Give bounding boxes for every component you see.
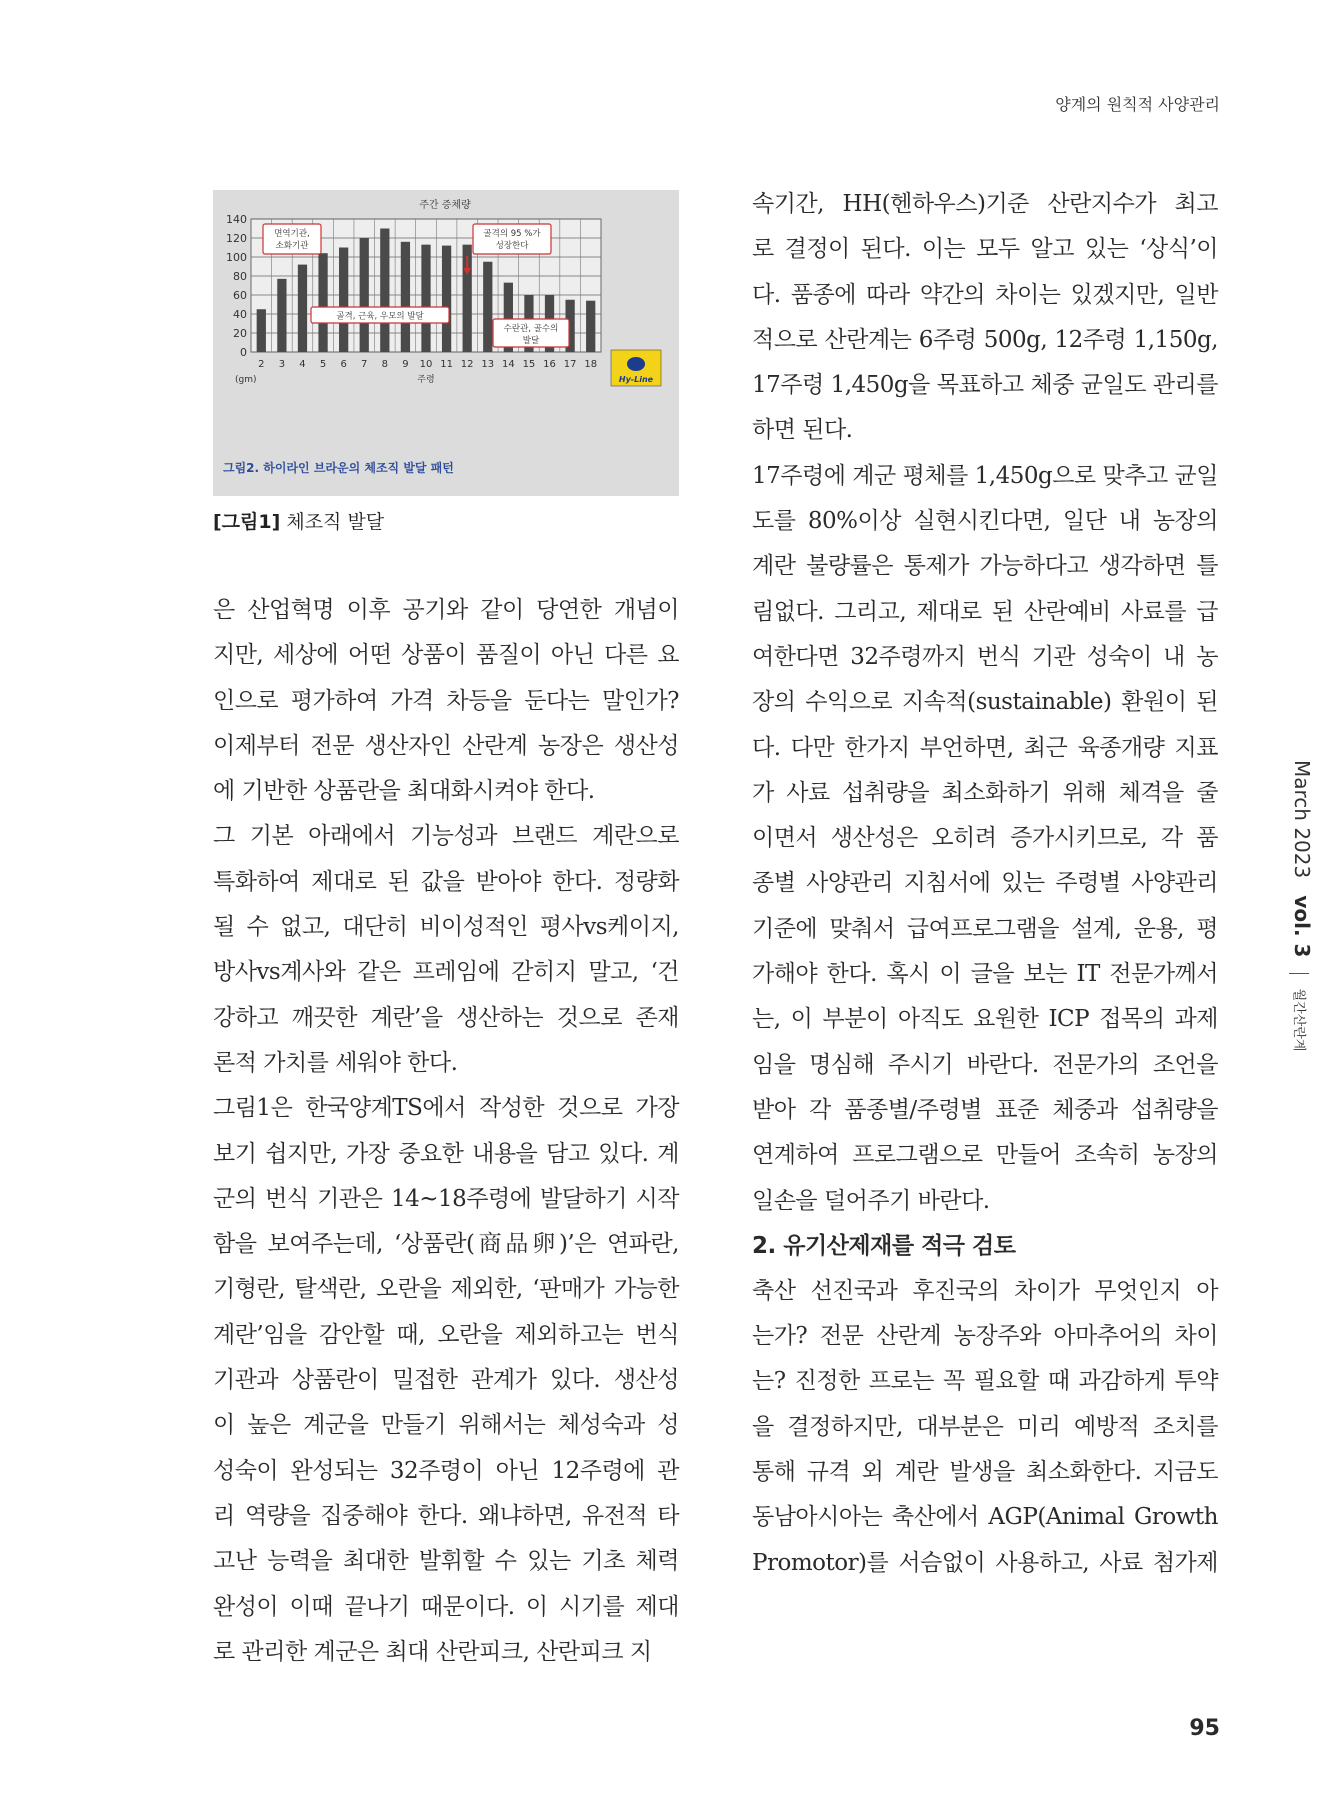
text-line: 함을 보여주는데, ‘상품란(商品卵)’은 연파란, (213, 1231, 679, 1258)
right-paragraph-3 (752, 1269, 1218, 1586)
text-line: 특화하여 제대로 된 값을 받아야 한다. 정량화 (213, 868, 679, 895)
figure-caption (213, 507, 384, 534)
x-tick-label: 17 (563, 359, 577, 370)
x-tick-label: 13 (481, 359, 495, 370)
text-line: 계란’임을 감안할 때, 오란을 제외하고는 번식 (213, 1321, 679, 1348)
x-tick-label: 7 (361, 359, 368, 370)
bar (257, 309, 266, 352)
issue-volume: vol. 3 (1290, 895, 1314, 958)
text-line: 기준에 맞춰서 급여프로그램을 설계, 운용, 평 (752, 915, 1218, 942)
text-line: 리 역량을 집중해야 한다. 왜냐하면, 유전적 타 (213, 1502, 679, 1529)
text-line: 강하고 깨끗한 계란’을 생산하는 것으로 존재 (213, 1004, 679, 1031)
x-tick-label: 15 (522, 359, 536, 370)
text-line: 다. 다만 한가지 부언하면, 최근 육종개량 지표 (752, 734, 1218, 761)
annotation-text: 수란관, 골수의 (503, 324, 559, 334)
text-line: 을 결정하지만, 대부분은 미리 예방적 조치를 (752, 1413, 1218, 1440)
text-line: 이면서 생산성은 오히려 증가시키므로, 각 품 (752, 825, 1218, 852)
text-line: 방사vs계사와 같은 프레임에 갇히지 말고, ‘건 (213, 959, 679, 986)
bar (483, 262, 492, 352)
right-column (752, 182, 1218, 1586)
text-line: 받아 각 품종별/주령별 표준 체중과 섭취량을 (752, 1096, 1218, 1123)
x-tick-label: 16 (543, 359, 556, 370)
text-line: 종별 사양관리 지침서에 있는 주령별 사양관리 (752, 870, 1218, 897)
section-heading: 2. 유기산제재를 적극 검토 (752, 1232, 1016, 1259)
bar (421, 245, 430, 352)
x-tick-label: 5 (319, 359, 327, 370)
text-line: 그 기본 아래에서 기능성과 브랜드 계란으로 (213, 823, 679, 850)
annotation-text: 골격, 근육, 우모의 발달 (336, 311, 424, 322)
chart-title: 주간 증체량 (419, 200, 471, 211)
text-line: 성숙이 완성되는 32주령이 아닌 12주령에 관 (213, 1457, 679, 1484)
x-tick-label: 6 (340, 359, 347, 370)
figure-inner-caption: 그림2. 하이라인 브라운의 체조직 발달 패턴 (223, 461, 454, 475)
issue-sidebar (1278, 760, 1318, 1052)
text-line: 는가? 전문 산란계 농장주와 아마추어의 차이 (752, 1323, 1218, 1350)
growth-bar-chart (213, 190, 679, 496)
text-line: 지만, 세상에 어떤 상품이 품질이 아닌 다른 요 (213, 642, 679, 669)
x-tick-label: 18 (584, 359, 598, 370)
x-tick-label: 10 (419, 359, 433, 370)
sidebar-divider (1290, 973, 1310, 974)
text-line: 동남아시아는 축산에서 AGP(Animal Growth (752, 1504, 1218, 1531)
running-header: 양계의 원칙적 사양관리 (1055, 95, 1220, 114)
text-line: 그림1은 한국양계TS에서 작성한 것으로 가장 (213, 1095, 679, 1122)
y-tick-label: 60 (233, 289, 247, 302)
hyline-logo-text: Hy-Line (618, 375, 654, 384)
text-line: 도를 80%이상 실현시킨다면, 일단 내 농장의 (752, 508, 1218, 535)
text-line: 에 기반한 상품란을 최대화시켜야 한다. (213, 778, 595, 805)
x-unit-label: (gm) (235, 375, 257, 385)
bar (380, 229, 389, 353)
y-tick-label: 0 (240, 346, 247, 359)
text-line: 은 산업혁명 이후 공기와 같이 당연한 개념이 (213, 597, 679, 623)
y-tick-label: 40 (233, 308, 247, 321)
text-line: 론적 가치를 세워야 한다. (213, 1049, 458, 1076)
text-line: 일손을 덜어주기 바란다. (752, 1187, 990, 1214)
x-tick-label: 4 (299, 359, 306, 370)
text-line: 장의 수익으로 지속적(sustainable) 환원이 된 (752, 689, 1218, 716)
x-tick-label: 3 (278, 359, 286, 370)
text-line: 기관과 상품란이 밀접한 관계가 있다. 생산성 (213, 1367, 679, 1394)
text-line: 이 높은 계군을 만들기 위해서는 체성숙과 성 (213, 1412, 679, 1439)
text-line: 하면 된다. (752, 417, 853, 444)
text-line: 속기간, HH(헨하우스)기준 산란지수가 최고 (752, 191, 1218, 217)
text-line: 군의 번식 기관은 14~18주령에 발달하기 시작 (213, 1185, 679, 1212)
text-line: 17주령에 계군 평체를 1,450g으로 맞추고 균일 (752, 462, 1218, 489)
text-line: 보기 쉽지만, 가장 중요한 내용을 담고 있다. 계 (213, 1140, 679, 1167)
text-line: 기형란, 탈색란, 오란을 제외한, ‘판매가 가능한 (213, 1276, 679, 1303)
text-line: 임을 명심해 주시기 바란다. 전문가의 조언을 (752, 1051, 1218, 1078)
right-paragraph-1 (752, 182, 1218, 454)
figure-caption-text: 체조직 발달 (286, 511, 385, 533)
bar (298, 265, 307, 352)
text-line: 림없다. 그리고, 제대로 된 산란예비 사료를 급 (752, 598, 1218, 625)
text-line: 이제부터 전문 생산자인 산란계 농장은 생산성 (213, 732, 679, 759)
right-paragraph-2 (752, 454, 1218, 1224)
text-line: Promotor)를 서슴없이 사용하고, 사료 첨가제 (752, 1549, 1218, 1576)
x-tick-label: 14 (501, 359, 515, 370)
hyline-logo-mark (627, 357, 645, 371)
text-line: 적으로 산란계는 6주령 500g, 12주령 1,150g, (752, 326, 1218, 353)
x-tick-label: 8 (381, 359, 389, 370)
bar (277, 279, 286, 352)
text-line: 완성이 이때 끝나기 때문이다. 이 시기를 제대 (213, 1593, 679, 1620)
y-tick-label: 120 (226, 232, 247, 245)
text-line: 인으로 평가하여 가격 차등을 둔다는 말인가? (213, 687, 679, 714)
text-line: 가 사료 섭취량을 최소화하기 위해 체격을 줄 (752, 779, 1218, 806)
issue-date: March 2023 (1290, 760, 1314, 879)
figure-caption-label: [그림1] (213, 511, 281, 533)
text-line: 고난 능력을 최대한 발휘할 수 있는 기초 체력 (213, 1548, 679, 1575)
text-line: 계란 불량률은 통제가 가능하다고 생각하면 틀 (752, 553, 1218, 580)
text-line: 다. 품종에 따라 약간의 차이는 있겠지만, 일반 (752, 281, 1218, 308)
x-tick-label: 12 (460, 359, 474, 370)
y-tick-label: 20 (233, 327, 247, 340)
annotation-text: 골격의 95 %가 (483, 229, 541, 239)
annotation-text: 발달 (522, 336, 540, 346)
x-tick-label: 9 (402, 359, 409, 370)
text-line: 축산 선진국과 후진국의 차이가 무엇인지 아 (752, 1277, 1218, 1304)
text-line: 가해야 한다. 혹시 이 글을 보는 IT 전문가께서 (752, 961, 1218, 988)
bar (401, 242, 410, 352)
text-line: 여한다면 32주령까지 번식 기관 성숙이 내 농 (752, 643, 1218, 670)
bar (442, 246, 451, 352)
x-axis-label: 주령 (417, 375, 435, 385)
figure-image (213, 190, 679, 496)
y-tick-label: 100 (226, 251, 247, 264)
bar (360, 238, 369, 352)
text-line: 통해 규격 외 계란 발생을 최소화한다. 지금도 (752, 1459, 1218, 1486)
text-line: 로 관리한 계군은 최대 산란피크, 산란피크 지 (213, 1638, 652, 1665)
annotation-text: 소화기관 (275, 241, 309, 251)
left-paragraph (213, 588, 679, 1675)
page-number: 95 (1189, 1716, 1220, 1741)
x-tick-label: 2 (258, 359, 265, 370)
bar (586, 301, 595, 352)
text-line: 는, 이 부분이 아직도 요원한 ICP 접목의 과제 (752, 1006, 1218, 1033)
annotation-text: 면역기관, (274, 229, 310, 239)
y-tick-label: 140 (226, 213, 247, 226)
text-line: 는? 진정한 프로는 꼭 필요할 때 과감하게 투약 (752, 1368, 1218, 1395)
magazine-name: 월간산란계 (1291, 988, 1306, 1052)
y-tick-label: 80 (233, 270, 247, 283)
annotation-text: 성장한다 (495, 241, 529, 251)
bar (318, 253, 327, 352)
x-tick-label: 11 (440, 359, 453, 370)
text-line: 17주령 1,450g을 목표하고 체중 균일도 관리를 (752, 372, 1218, 399)
text-line: 연계하여 프로그램으로 만들어 조속히 농장의 (752, 1142, 1218, 1169)
text-line: 로 결정이 된다. 이는 모두 알고 있는 ‘상식’이 (752, 236, 1218, 263)
left-column (213, 588, 679, 1675)
bar (339, 248, 348, 353)
text-line: 될 수 없고, 대단히 비이성적인 평사vs케이지, (213, 914, 679, 941)
